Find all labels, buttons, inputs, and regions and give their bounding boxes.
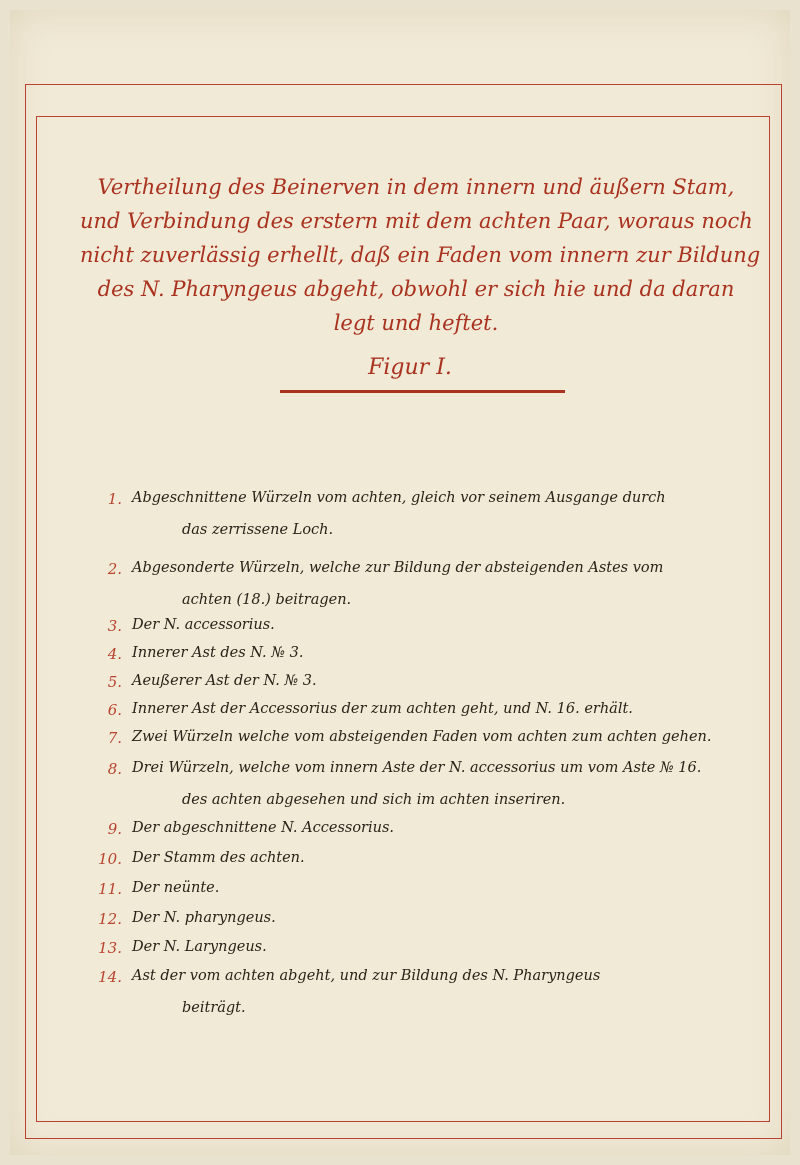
entry-continuation: beiträgt.	[182, 1000, 246, 1016]
entry-text: Innerer Ast des N. № 3.	[132, 645, 304, 661]
entry-text: Der abgeschnittene N. Accessorius.	[132, 820, 395, 836]
entry-text: Abgesonderte Würzeln, welche zur Bildung der absteigenden Astes vom	[132, 560, 664, 576]
entry-number: 4.	[107, 645, 122, 663]
entry-number: 14.	[98, 968, 122, 986]
entry-number: 10.	[98, 850, 122, 868]
entry-number: 7.	[107, 729, 122, 747]
entry-number: 1.	[107, 490, 122, 508]
entry-number: 8.	[107, 760, 122, 778]
entry-number: 6.	[107, 701, 122, 719]
entry-number: 11.	[98, 880, 122, 898]
entry-text: Innerer Ast der Accessorius der zum achten geht, und N. 16. erhält.	[132, 701, 633, 717]
entry-text: Ast der vom achten abgeht, und zur Bildung des N. Pharyngeus	[132, 968, 601, 984]
page-title	[80, 170, 761, 340]
entry-text: Abgeschnittene Würzeln vom achten, gleich vor seinem Ausgange durch	[132, 490, 666, 506]
entry-continuation: achten (18.) beitragen.	[182, 592, 352, 608]
entry-number: 9.	[107, 820, 122, 838]
entry-number: 12.	[98, 910, 122, 928]
title-line: Vertheilung des Beinerven in dem innern und äußern Stam,	[97, 175, 735, 199]
title-line: nicht zuverlässig erhellt, daß ein Faden vom innern zur Bildung	[80, 243, 761, 267]
entry-text: Aeußerer Ast der N. № 3.	[132, 673, 317, 689]
title-underline	[280, 390, 565, 393]
entry-text: Drei Würzeln, welche vom innern Aste der N. accessorius um vom Aste № 16.	[132, 760, 702, 776]
entry-text: Der Stamm des achten.	[132, 850, 305, 866]
entry-number: 3.	[107, 617, 122, 635]
entry-text: Der neünte.	[132, 880, 220, 896]
entry-continuation: das zerrissene Loch.	[182, 522, 334, 538]
figure-label: Figur I.	[368, 355, 452, 380]
entry-text: Der N. pharyngeus.	[132, 910, 276, 926]
entry-text: Zwei Würzeln welche vom absteigenden Faden vom achten zum achten gehen.	[132, 729, 712, 745]
title-line: und Verbindung des erstern mit dem achten Paar, woraus noch	[80, 209, 753, 233]
entry-text: Der N. accessorius.	[132, 617, 275, 633]
entry-number: 5.	[107, 673, 122, 691]
title-line: des N. Pharyngeus abgeht, obwohl er sich hie und da daran	[97, 277, 735, 301]
entry-continuation: des achten abgesehen und sich im achten inseriren.	[182, 792, 566, 808]
entry-number: 2.	[107, 560, 122, 578]
entry-number: 13.	[98, 939, 122, 957]
manuscript-page	[10, 10, 790, 1155]
entry-text: Der N. Laryngeus.	[132, 939, 267, 955]
title-line: legt und heftet.	[333, 311, 499, 335]
